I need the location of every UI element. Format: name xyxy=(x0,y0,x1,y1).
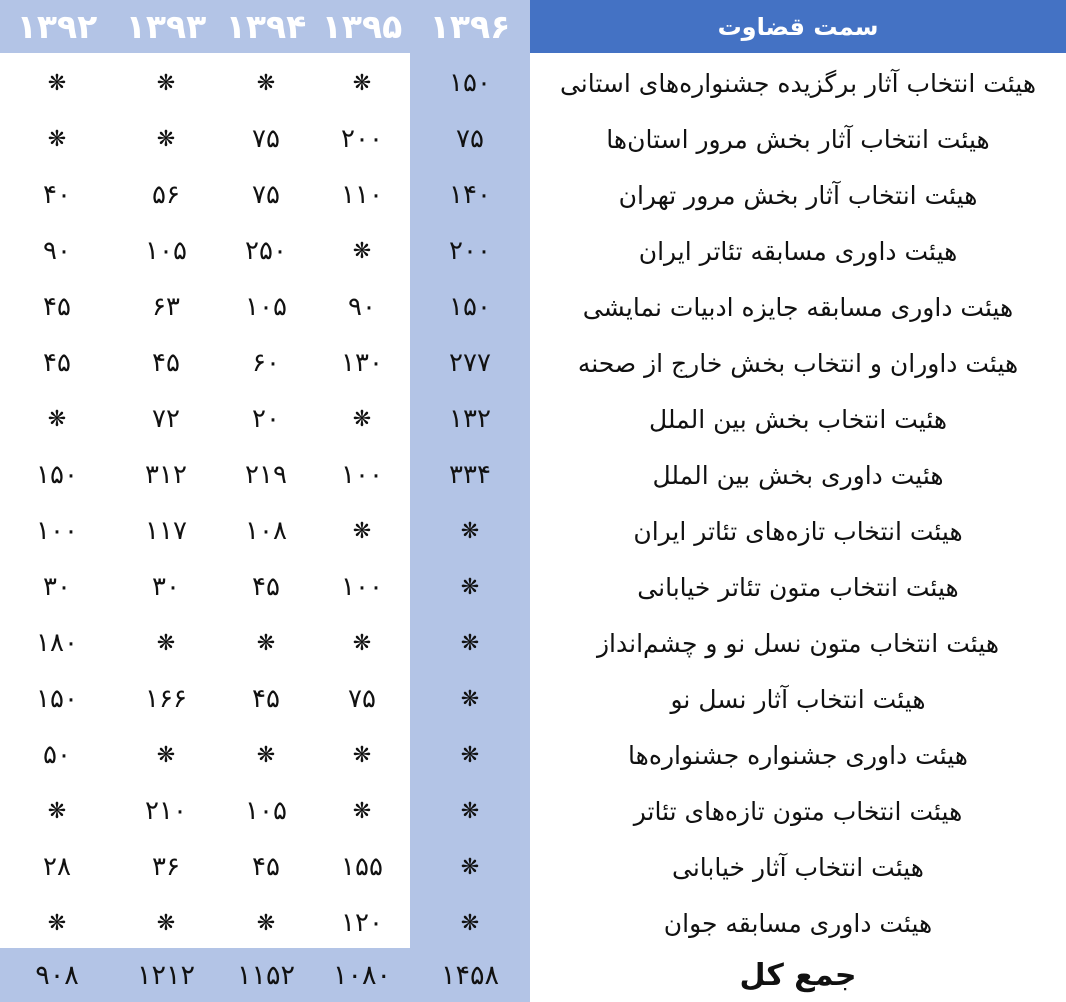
cell-y93: ۳۱۲ xyxy=(145,460,187,490)
cell-y92: ۵۰ xyxy=(43,740,71,770)
header-year-1394: ۱۳۹۴ xyxy=(225,7,307,46)
cell-y93: ۶۳ xyxy=(152,292,180,322)
table-row xyxy=(0,447,1066,503)
cell-y96: ۷۵ xyxy=(410,111,530,167)
cell-y95: ❋ xyxy=(352,630,372,656)
cell-y92: ۱۵۰ xyxy=(36,684,78,714)
row-title: هیئت داوری مسابقه جایزه ادبیات نمایشی xyxy=(582,292,1014,322)
cell-y92: ۴۵ xyxy=(43,348,71,378)
cell-y95: ۷۵ xyxy=(348,684,376,714)
cell-y94: ۷۵ xyxy=(252,124,280,154)
cell-y95: ۱۳۰ xyxy=(341,348,383,378)
cell-y95: ❋ xyxy=(352,518,372,544)
header-row xyxy=(0,0,1066,53)
cell-y96: ۱۳۲ xyxy=(410,391,530,447)
total-1395: ۱۰۸۰ xyxy=(333,959,392,991)
cell-y95: ❋ xyxy=(352,798,372,824)
cell-y92: ۲۸ xyxy=(43,852,71,882)
cell-y94: ۴۵ xyxy=(252,852,280,882)
cell-y94: ۲۵۰ xyxy=(245,236,287,266)
cell-y94: ۱۰۸ xyxy=(245,516,287,546)
cell-y96: ۳۳۴ xyxy=(410,447,530,503)
header-year-1396: ۱۳۹۶ xyxy=(410,0,530,53)
cell-y95: ۹۰ xyxy=(348,292,376,322)
table-row xyxy=(0,55,1066,111)
cell-y94: ۱۰۵ xyxy=(245,292,287,322)
cell-y96: ۱۵۰ xyxy=(410,55,530,111)
row-title: هئیت داوری بخش بین الملل xyxy=(652,460,944,490)
cell-y93: ۳۰ xyxy=(152,572,180,602)
cell-y94: ۷۵ xyxy=(252,180,280,210)
total-1394: ۱۱۵۲ xyxy=(237,959,296,991)
cell-y92: ❋ xyxy=(47,406,67,432)
row-title: هیئت داوری مسابقه تئاتر ایران xyxy=(638,236,958,266)
cell-y92: ❋ xyxy=(47,70,67,96)
cell-y92: ۹۰ xyxy=(43,236,71,266)
cell-y95: ۱۲۰ xyxy=(341,908,383,938)
cell-y92: ۱۵۰ xyxy=(36,460,78,490)
cell-y94: ۴۵ xyxy=(252,572,280,602)
cell-y94: ❋ xyxy=(256,742,276,768)
table-row xyxy=(0,391,1066,447)
table-row xyxy=(0,223,1066,279)
row-title: هیئت انتخاب آثار بخش مرور استان‌ها xyxy=(606,124,990,154)
total-row xyxy=(0,948,1066,1002)
row-title: هیئت داوری مسابقه جوان xyxy=(663,908,933,938)
cell-y93: ۴۵ xyxy=(152,348,180,378)
cell-y95: ۱۵۵ xyxy=(341,852,383,882)
cell-y92: ۱۸۰ xyxy=(36,628,78,658)
cell-y95: ❋ xyxy=(352,406,372,432)
table-row xyxy=(0,671,1066,727)
row-title: هیئت انتخاب آثار خیابانی xyxy=(672,852,924,882)
table-row xyxy=(0,895,1066,951)
table-row xyxy=(0,335,1066,391)
cell-y92: ❋ xyxy=(47,798,67,824)
cell-y93: ❋ xyxy=(156,70,176,96)
cell-y94: ۲۱۹ xyxy=(245,460,287,490)
total-1396: ۱۴۵۸ xyxy=(410,948,530,1002)
table-row xyxy=(0,503,1066,559)
cell-y96: ۲۷۷ xyxy=(410,335,530,391)
cell-y93: ۲۱۰ xyxy=(145,796,187,826)
cell-y93: ۱۶۶ xyxy=(145,684,187,714)
cell-y95: ❋ xyxy=(352,70,372,96)
table-row xyxy=(0,559,1066,615)
header-year-1395: ۱۳۹۵ xyxy=(321,7,403,46)
cell-y95: ۱۰۰ xyxy=(341,572,383,602)
cell-y93: ۱۰۵ xyxy=(145,236,187,266)
cell-y94: ❋ xyxy=(256,70,276,96)
cell-y93: ۷۲ xyxy=(152,404,180,434)
cell-y95: ۱۱۰ xyxy=(341,180,383,210)
header-year-1392: ۱۳۹۲ xyxy=(16,7,98,46)
row-title: هیئت انتخاب متون تئاتر خیابانی xyxy=(637,572,959,602)
row-title: هئیت انتخاب بخش بین الملل xyxy=(648,404,948,434)
cell-y96: ❋ xyxy=(410,559,530,615)
cell-y93: ❋ xyxy=(156,126,176,152)
cell-y95: ۱۰۰ xyxy=(341,460,383,490)
cell-y92: ۱۰۰ xyxy=(36,516,78,546)
cell-y93: ۵۶ xyxy=(152,180,180,210)
cell-y96: ❋ xyxy=(410,671,530,727)
cell-y94: ❋ xyxy=(256,630,276,656)
header-year-1393: ۱۳۹۳ xyxy=(125,7,207,46)
cell-y96: ❋ xyxy=(410,615,530,671)
cell-y96: ❋ xyxy=(410,783,530,839)
table-row xyxy=(0,111,1066,167)
cell-y94: ۴۵ xyxy=(252,684,280,714)
row-title: هیئت انتخاب متون تازه‌های تئاتر xyxy=(633,796,963,826)
row-title: هیئت انتخاب آثار برگزیده جشنواره‌های استانی xyxy=(559,68,1037,98)
cell-y96: ❋ xyxy=(410,839,530,895)
cell-y94: ❋ xyxy=(256,910,276,936)
cell-y94: ۲۰ xyxy=(252,404,280,434)
cell-y96: ❋ xyxy=(410,895,530,951)
cell-y96: ۲۰۰ xyxy=(410,223,530,279)
cell-y93: ❋ xyxy=(156,910,176,936)
cell-y94: ۱۰۵ xyxy=(245,796,287,826)
table-row xyxy=(0,727,1066,783)
cell-y95: ❋ xyxy=(352,742,372,768)
cell-y96: ❋ xyxy=(410,727,530,783)
total-label: جمع کل xyxy=(530,948,1066,1002)
row-title: هیئت انتخاب آثار بخش مرور تهران xyxy=(618,180,978,210)
cell-y92: ۴۵ xyxy=(43,292,71,322)
cell-y96: ❋ xyxy=(410,503,530,559)
total-1392: ۹۰۸ xyxy=(35,959,79,991)
table-row xyxy=(0,279,1066,335)
table-row xyxy=(0,167,1066,223)
cell-y92: ۳۰ xyxy=(43,572,71,602)
table-row xyxy=(0,615,1066,671)
row-title: هیئت داوران و انتخاب بخش خارج از صحنه xyxy=(577,348,1019,378)
cell-y92: ❋ xyxy=(47,910,67,936)
cell-y96: ۱۵۰ xyxy=(410,279,530,335)
cell-y92: ❋ xyxy=(47,126,67,152)
table-row xyxy=(0,839,1066,895)
row-title: هیئت داوری جشنواره جشنواره‌ها xyxy=(628,740,968,770)
row-title: هیئت انتخاب آثار نسل نو xyxy=(670,684,926,714)
header-title: سمت قضاوت xyxy=(530,0,1066,53)
cell-y93: ❋ xyxy=(156,630,176,656)
cell-y95: ۲۰۰ xyxy=(341,124,383,154)
row-title: هیئت انتخاب متون نسل نو و چشم‌انداز xyxy=(596,628,1000,658)
cell-y93: ۱۱۷ xyxy=(145,516,187,546)
cell-y96: ۱۴۰ xyxy=(410,167,530,223)
cell-y95: ❋ xyxy=(352,238,372,264)
table-row xyxy=(0,783,1066,839)
cell-y93: ۳۶ xyxy=(152,852,180,882)
total-1393: ۱۲۱۲ xyxy=(137,959,196,991)
cell-y94: ۶۰ xyxy=(252,348,280,378)
cell-y93: ❋ xyxy=(156,742,176,768)
row-title: هیئت انتخاب تازه‌های تئاتر ایران xyxy=(633,516,963,546)
cell-y92: ۴۰ xyxy=(43,180,71,210)
